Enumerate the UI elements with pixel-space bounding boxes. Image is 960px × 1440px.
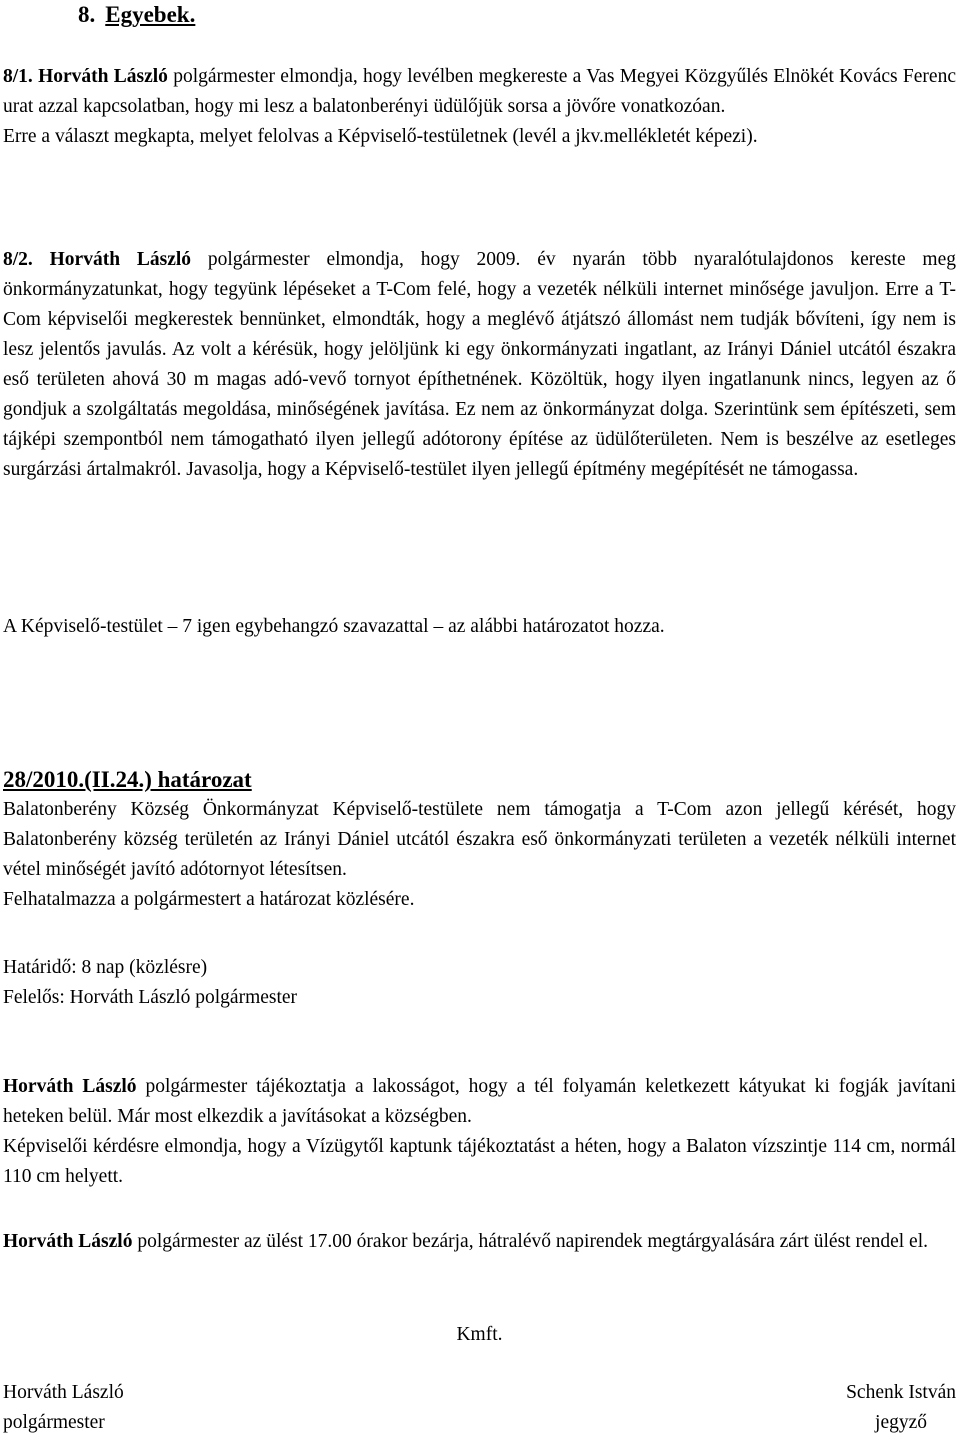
signature-block	[3, 1378, 956, 1438]
closing-paragraph	[3, 1227, 956, 1257]
kmft: Kmft.	[456, 1324, 503, 1345]
section-heading	[78, 0, 195, 30]
item-8-2-label: 8/2.	[3, 249, 33, 270]
info-speaker: Horváth László	[3, 1076, 137, 1097]
item-8-1-text-2: Erre a választ megkapta, melyet felolvas a Képviselő-testületnek (levél a jkv.mellékletét képezi).	[3, 126, 758, 147]
item-8-2-text: polgármester elmondja, hogy 2009. év nyarán több nyaralótulajdonos kereste meg önkormányzatunkat, hogy tegyünk lépéseket a T-Com felé, hogy a vezeték nélküli internet minősége javuljon. Erre a T-Com képviselői megkerestek bennünket, elmondták, hogy a meglévő átjátszó állomást nem tudják bővíteni, így nem is lesz jelentős javulás. Az volt a kérésük, hogy jelöljünk ki egy önkormányzati ingatlant, az Irányi Dániel utcától északra eső területen ahová 30 m magas adó-vevő tornyot építhetnének. Közöltük, hogy ilyen ingatlanunk nincs, legyen az ő gondjuk a szolgáltatás megoldása, minőségének javítása. Ez nem az önkormányzat dolga. Szerintünk sem építészeti, sem tájképi szempontból nem támogatható ilyen jellegű adótorony építése az üdülőterületen. Nem is beszélve az esetleges surgárzási ártalmakról. Javasolja, hogy a Képviselő-testület ilyen jellegű építmény megépítését ne támogassa.	[3, 249, 956, 480]
info-paragraph	[3, 1072, 956, 1132]
resolution-text: Balatonberény Község Önkormányzat Képviselő-testülete nem támogatja a T-Com azon jellegű kérését, hogy Balatonberény község területén az Irányi Dániel utcától északra eső önkormányzati területen a vezeték nélküli internet vétel minőségét javító adótornyot létesítsen.	[3, 799, 956, 880]
resolution-deadline: Határidő: 8 nap (közlésre)	[3, 957, 208, 978]
signature-right-title: jegyző	[875, 1412, 928, 1433]
info-paragraph-2: Képviselői kérdésre elmondja, hogy a Vízügytől kaptunk tájékoztatást a héten, hogy a Balaton vízszintje 114 cm, normál 110 cm helyett.	[3, 1136, 956, 1187]
resolution-responsible: Felelős: Horváth László polgármester	[3, 987, 298, 1008]
signature-right	[846, 1378, 956, 1438]
signature-left	[3, 1378, 124, 1438]
signature-left-title: polgármester	[3, 1412, 105, 1433]
item-8-1-label: 8/1.	[3, 66, 33, 87]
item-8-1-paragraph	[3, 62, 956, 122]
resolution-meta	[3, 953, 956, 1013]
item-8-1	[3, 62, 956, 152]
item-8-1-speaker: Horváth László	[38, 66, 168, 87]
vote-statement	[3, 612, 956, 642]
section-number: 8.	[78, 2, 96, 27]
info-text: polgármester tájékoztatja a lakosságot, hogy a tél folyamán keletkezett kátyukat ki fogják javítani heteken belül. Már most elkezdik a javításokat a községben.	[3, 1076, 956, 1127]
item-8-1-text: polgármester elmondja, hogy levélben megkereste a Vas Megyei Közgyűlés Elnökét Kovács Ferenc urat azzal kapcsolatban, hogy mi lesz a balatonberényi üdülőjük sorsa a jövőre vonatkozóan.	[3, 66, 956, 117]
signature-right-name: Schenk István	[846, 1382, 956, 1403]
item-8-2-paragraph	[3, 245, 956, 485]
signature-left-name: Horváth László	[3, 1382, 124, 1403]
vote-text: A Képviselő-testület – 7 igen egybehangzó szavazattal – az alábbi határozatot hozza.	[3, 616, 665, 637]
closing-speaker: Horváth László	[3, 1231, 133, 1252]
resolution	[3, 765, 956, 915]
resolution-authorization: Felhatalmazza a polgármestert a határozat közlésére.	[3, 889, 415, 910]
mayor-information	[3, 1072, 956, 1192]
closing-statement	[3, 1227, 956, 1257]
item-8-2-speaker: Horváth László	[49, 249, 192, 270]
item-8-2	[3, 245, 956, 485]
resolution-title: 28/2010.(II.24.) határozat	[3, 767, 252, 792]
item-8-1-paragraph-2	[3, 122, 956, 152]
section-title: Egyebek.	[105, 2, 196, 27]
closing-text: polgármester az ülést 17.00 órakor bezárja, hátralévő napirendek megtárgyalására zárt ülést rendel el.	[132, 1231, 928, 1252]
